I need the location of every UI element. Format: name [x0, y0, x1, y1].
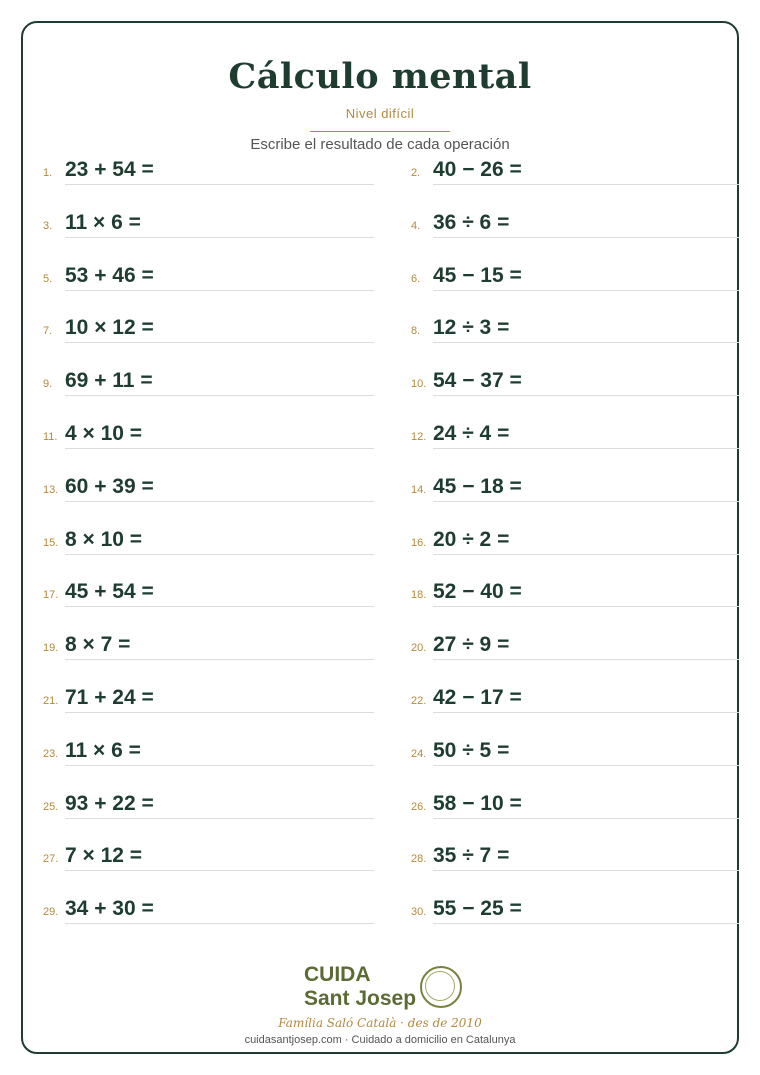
problem-expression: 53 + 46 =: [65, 263, 154, 287]
footer: cuidasantjosep.com · Cuidado a domicilio en Catalunya: [244, 1034, 516, 1046]
problem-expression: 12 ÷ 3 =: [433, 316, 510, 340]
problem-expression: 71 + 24 =: [65, 686, 154, 709]
problem-item: [411, 154, 741, 184]
problem-expression: 10 × 12 =: [65, 316, 154, 340]
problem-expression: 7 × 12 =: [65, 844, 143, 868]
problem-item: [43, 260, 373, 290]
problem-expression: 35 ÷ 7 =: [433, 844, 510, 868]
problem-number: 10.: [411, 378, 427, 391]
problem-number: 13.: [43, 483, 59, 496]
problem-expression: 36 ÷ 6 =: [433, 210, 510, 234]
problem-expression: 69 + 11 =: [65, 369, 153, 393]
answer-line[interactable]: [65, 870, 374, 871]
page-title: Cálculo mental: [228, 56, 532, 97]
problem-number: 6.: [411, 272, 421, 285]
problem-expression: 27 ÷ 9 =: [433, 633, 510, 657]
problem-number: 24.: [411, 747, 427, 760]
logo-line2: Sant Josep: [304, 987, 417, 1010]
answer-line[interactable]: [433, 501, 739, 502]
problem-number: 4.: [411, 219, 421, 232]
problem-number: 17.: [43, 589, 59, 602]
problem-expression: 8 × 10 =: [65, 527, 143, 551]
problem-number: 18.: [411, 589, 427, 602]
problem-item: [43, 154, 373, 184]
problem-number: 9.: [43, 378, 53, 391]
problem-item: [411, 576, 741, 606]
problem-number: 27.: [43, 853, 59, 866]
problem-item: [411, 312, 741, 342]
answer-line[interactable]: [65, 395, 374, 396]
circle-logo-inner-icon: [425, 971, 455, 1001]
problem-item: [43, 893, 373, 923]
answer-line[interactable]: [433, 606, 739, 607]
problem-item: [411, 471, 741, 501]
problem-expression: 45 + 54 =: [65, 580, 154, 604]
problem-item: [411, 365, 741, 395]
answer-line[interactable]: [65, 290, 374, 291]
problem-expression: 34 + 30 =: [65, 897, 154, 921]
problem-number: 5.: [43, 272, 53, 285]
answer-line[interactable]: [65, 448, 374, 449]
answer-line[interactable]: [65, 501, 374, 502]
instructions: Escribe el resultado de cada operación: [250, 136, 510, 153]
problem-number: 28.: [411, 853, 427, 866]
problem-item: [43, 524, 373, 554]
problem-item: [43, 629, 373, 659]
problem-expression: 45 − 18 =: [433, 474, 522, 498]
answer-line[interactable]: [65, 923, 374, 924]
problem-item: [411, 840, 741, 870]
problem-expression: 8 × 7 =: [65, 633, 131, 657]
answer-line[interactable]: [433, 237, 739, 238]
problem-item: [411, 524, 741, 554]
problem-item: [411, 893, 741, 923]
answer-line[interactable]: [65, 765, 374, 766]
problem-expression: 23 + 54 =: [65, 158, 154, 181]
answer-line[interactable]: [433, 818, 739, 819]
answer-line[interactable]: [65, 237, 374, 238]
answer-line[interactable]: [65, 606, 374, 607]
answer-line[interactable]: [433, 923, 739, 924]
problem-item: [43, 471, 373, 501]
tagline: Família Saló Català · des de 2010: [278, 1016, 482, 1030]
problem-expression: 60 + 39 =: [65, 474, 154, 498]
problem-number: 3.: [43, 219, 53, 232]
answer-line[interactable]: [433, 659, 739, 660]
problem-number: 19.: [43, 642, 59, 655]
difficulty-level: Nivel difícil: [345, 106, 415, 121]
title-divider: [310, 131, 450, 132]
problem-expression: 55 − 25 =: [433, 897, 522, 921]
problem-number: 12.: [411, 431, 427, 443]
problem-number: 22.: [411, 695, 427, 707]
logo: [304, 963, 416, 1011]
problem-item: [411, 629, 741, 659]
problem-number: 7.: [43, 325, 53, 338]
problem-expression: 42 − 17 =: [433, 686, 522, 709]
problem-number: 8.: [411, 325, 421, 338]
problem-expression: 20 ÷ 2 =: [433, 527, 510, 551]
problem-item: [43, 840, 373, 870]
problem-expression: 45 − 15 =: [433, 263, 522, 287]
answer-line[interactable]: [65, 342, 374, 343]
problem-item: [411, 260, 741, 290]
problem-item: [411, 418, 741, 448]
problem-item: [411, 735, 741, 765]
problem-item: [43, 682, 373, 712]
answer-line[interactable]: [433, 448, 739, 449]
answer-line[interactable]: [65, 712, 374, 713]
problem-number: 21.: [43, 695, 59, 707]
answer-line[interactable]: [65, 659, 374, 660]
problem-number: 23.: [43, 747, 59, 760]
answer-line[interactable]: [433, 554, 739, 555]
problem-item: [43, 576, 373, 606]
answer-line[interactable]: [65, 184, 374, 185]
answer-line[interactable]: [433, 342, 739, 343]
problem-number: 11.: [43, 431, 58, 443]
answer-line[interactable]: [433, 765, 739, 766]
answer-line[interactable]: [433, 395, 739, 396]
problem-item: [43, 207, 373, 237]
problem-number: 2.: [411, 167, 421, 179]
problem-number: 1.: [43, 167, 53, 179]
problem-expression: 54 − 37 =: [433, 369, 522, 393]
problem-item: [411, 788, 741, 818]
answer-line[interactable]: [433, 712, 739, 713]
problem-expression: 52 − 40 =: [433, 580, 522, 604]
problem-expression: 4 × 10 =: [65, 422, 143, 445]
answer-line[interactable]: [433, 870, 739, 871]
answer-line[interactable]: [433, 290, 739, 291]
answer-line[interactable]: [65, 554, 374, 555]
problem-expression: 93 + 22 =: [65, 791, 154, 815]
answer-line[interactable]: [433, 184, 739, 185]
problem-expression: 11 × 6 =: [65, 738, 141, 762]
problem-item: [411, 682, 741, 712]
problem-item: [43, 788, 373, 818]
problem-expression: 40 − 26 =: [433, 158, 522, 181]
logo-line1: CUIDA: [304, 963, 371, 986]
problem-number: 16.: [411, 536, 427, 549]
problem-number: 29.: [43, 906, 59, 919]
answer-line[interactable]: [65, 818, 374, 819]
problem-expression: 11 × 6 =: [65, 210, 141, 234]
problem-item: [43, 418, 373, 448]
problem-number: 20.: [411, 642, 427, 655]
problem-number: 15.: [43, 536, 59, 549]
problem-expression: 50 ÷ 5 =: [433, 738, 510, 762]
problem-number: 30.: [411, 906, 427, 919]
problem-item: [43, 735, 373, 765]
problem-expression: 24 ÷ 4 =: [433, 422, 510, 445]
problem-expression: 58 − 10 =: [433, 791, 522, 815]
problem-number: 25.: [43, 800, 59, 813]
problem-item: [43, 312, 373, 342]
problem-number: 26.: [411, 800, 427, 813]
problem-item: [43, 365, 373, 395]
problem-item: [411, 207, 741, 237]
problem-number: 14.: [411, 483, 427, 496]
